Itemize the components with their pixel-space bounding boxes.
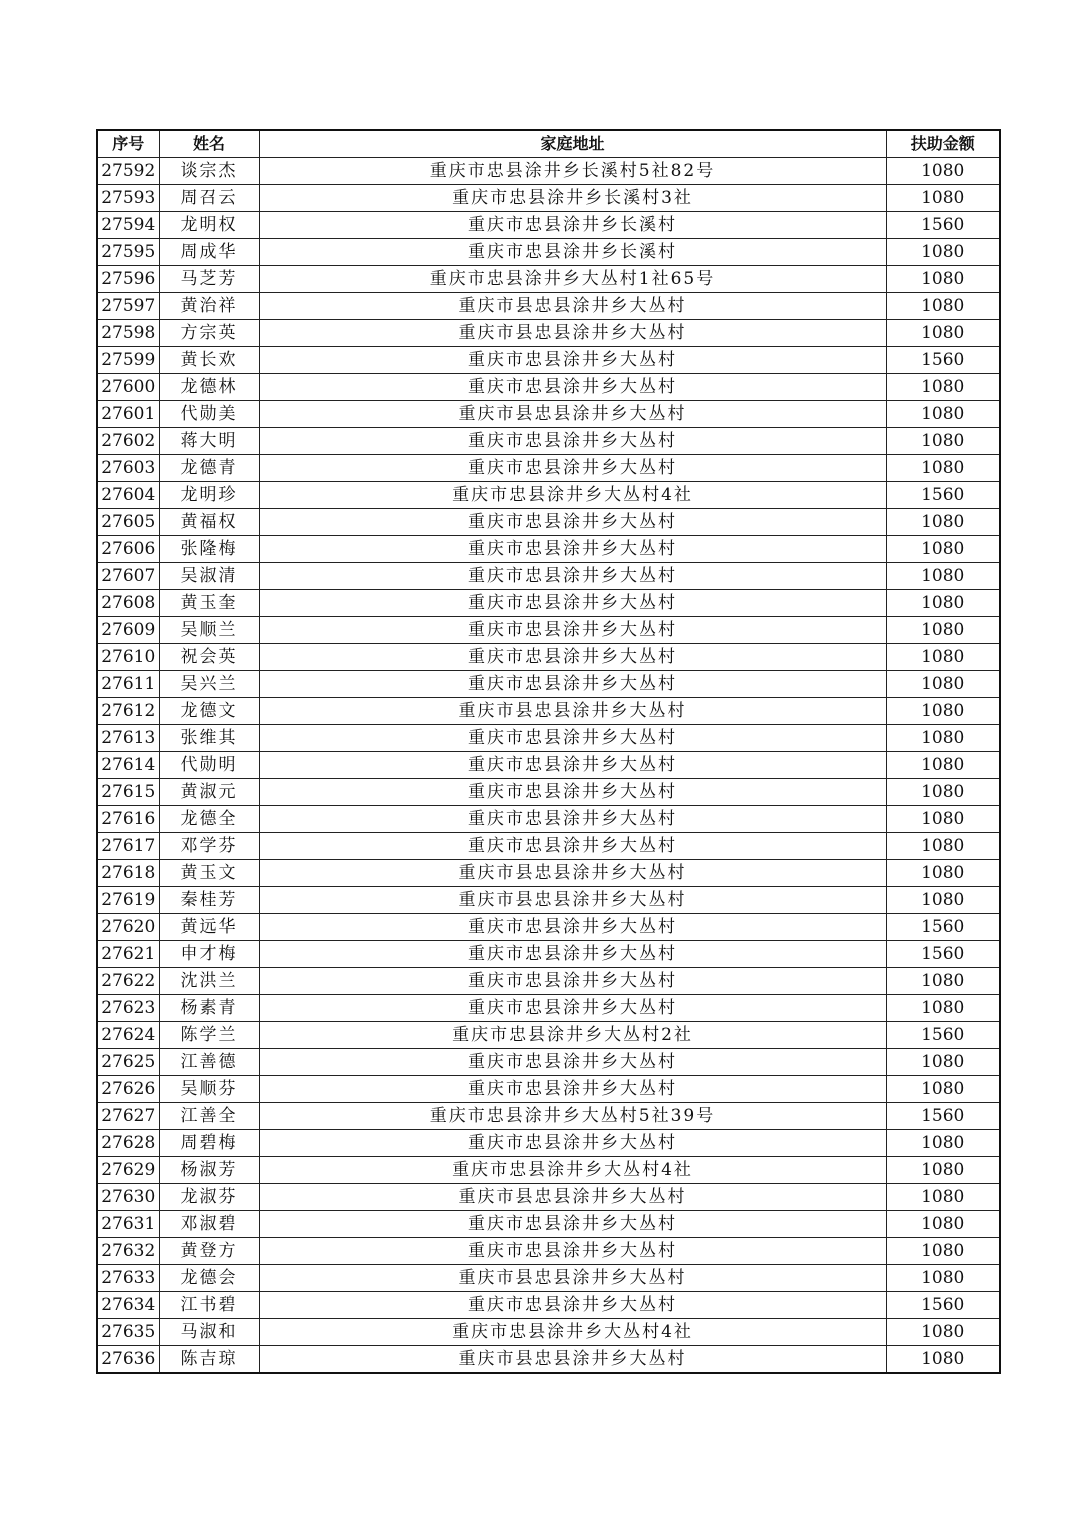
- cell-home-address: 重庆市忠县涂井乡大丛村: [259, 779, 886, 806]
- cell-subsidy-amount: 1080: [886, 644, 1000, 671]
- cell-name: 蒋大明: [159, 428, 259, 455]
- cell-name: 黄福权: [159, 509, 259, 536]
- table-row: [97, 563, 1000, 590]
- table-row: [97, 1319, 1000, 1346]
- cell-subsidy-amount: 1560: [886, 914, 1000, 941]
- cell-subsidy-amount: 1080: [886, 725, 1000, 752]
- cell-subsidy-amount: 1560: [886, 1292, 1000, 1319]
- cell-name: 黄玉奎: [159, 590, 259, 617]
- cell-serial-number: 27613: [97, 725, 159, 752]
- cell-home-address: 重庆市忠县涂井乡大丛村: [259, 1238, 886, 1265]
- cell-name: 黄远华: [159, 914, 259, 941]
- cell-name: 张维其: [159, 725, 259, 752]
- cell-home-address: 重庆市忠县涂井乡大丛村: [259, 914, 886, 941]
- table-row: [97, 941, 1000, 968]
- cell-home-address: 重庆市忠县涂井乡大丛村: [259, 806, 886, 833]
- cell-name: 代勋明: [159, 752, 259, 779]
- table-row: [97, 266, 1000, 293]
- cell-subsidy-amount: 1080: [886, 266, 1000, 293]
- cell-subsidy-amount: 1080: [886, 158, 1000, 185]
- cell-subsidy-amount: 1080: [886, 563, 1000, 590]
- cell-name: 龙德会: [159, 1265, 259, 1292]
- cell-serial-number: 27593: [97, 185, 159, 212]
- table-row: [97, 212, 1000, 239]
- cell-serial-number: 27617: [97, 833, 159, 860]
- cell-serial-number: 27620: [97, 914, 159, 941]
- cell-serial-number: 27602: [97, 428, 159, 455]
- cell-home-address: 重庆市忠县涂井乡大丛村: [259, 428, 886, 455]
- cell-subsidy-amount: 1080: [886, 779, 1000, 806]
- cell-subsidy-amount: 1080: [886, 374, 1000, 401]
- cell-name: 吴顺兰: [159, 617, 259, 644]
- cell-name: 龙明权: [159, 212, 259, 239]
- table-row: [97, 239, 1000, 266]
- cell-home-address: 重庆市县忠县涂井乡大丛村: [259, 1346, 886, 1374]
- cell-serial-number: 27607: [97, 563, 159, 590]
- table-row: [97, 887, 1000, 914]
- cell-serial-number: 27592: [97, 158, 159, 185]
- cell-serial-number: 27631: [97, 1211, 159, 1238]
- cell-home-address: 重庆市忠县涂井乡大丛村: [259, 752, 886, 779]
- cell-name: 龙淑芬: [159, 1184, 259, 1211]
- table-row: [97, 428, 1000, 455]
- cell-subsidy-amount: 1560: [886, 1103, 1000, 1130]
- cell-subsidy-amount: 1080: [886, 536, 1000, 563]
- cell-home-address: 重庆市忠县涂井乡大丛村: [259, 995, 886, 1022]
- table-row: [97, 401, 1000, 428]
- table-row: [97, 617, 1000, 644]
- cell-subsidy-amount: 1080: [886, 887, 1000, 914]
- cell-name: 龙德林: [159, 374, 259, 401]
- cell-name: 方宗英: [159, 320, 259, 347]
- cell-subsidy-amount: 1080: [886, 428, 1000, 455]
- cell-name: 江善德: [159, 1049, 259, 1076]
- table-row: [97, 1022, 1000, 1049]
- cell-subsidy-amount: 1560: [886, 482, 1000, 509]
- table-row: [97, 725, 1000, 752]
- cell-serial-number: 27636: [97, 1346, 159, 1374]
- cell-name: 黄登方: [159, 1238, 259, 1265]
- table-row: [97, 455, 1000, 482]
- table-row: [97, 698, 1000, 725]
- cell-serial-number: 27594: [97, 212, 159, 239]
- cell-home-address: 重庆市忠县涂井乡长溪村: [259, 239, 886, 266]
- table-header: [97, 130, 1000, 158]
- cell-name: 沈洪兰: [159, 968, 259, 995]
- cell-name: 谈宗杰: [159, 158, 259, 185]
- cell-subsidy-amount: 1080: [886, 401, 1000, 428]
- cell-home-address: 重庆市县忠县涂井乡大丛村: [259, 887, 886, 914]
- cell-home-address: 重庆市县忠县涂井乡大丛村: [259, 1265, 886, 1292]
- table-row: [97, 293, 1000, 320]
- cell-subsidy-amount: 1080: [886, 293, 1000, 320]
- cell-name: 江书碧: [159, 1292, 259, 1319]
- cell-serial-number: 27616: [97, 806, 159, 833]
- cell-home-address: 重庆市忠县涂井乡大丛村: [259, 833, 886, 860]
- cell-name: 申才梅: [159, 941, 259, 968]
- cell-serial-number: 27622: [97, 968, 159, 995]
- table-row: [97, 482, 1000, 509]
- cell-home-address: 重庆市忠县涂井乡大丛村: [259, 644, 886, 671]
- cell-serial-number: 27619: [97, 887, 159, 914]
- cell-home-address: 重庆市忠县涂井乡大丛村: [259, 1049, 886, 1076]
- table-row: [97, 320, 1000, 347]
- cell-name: 龙明珍: [159, 482, 259, 509]
- cell-subsidy-amount: 1080: [886, 833, 1000, 860]
- cell-home-address: 重庆市忠县涂井乡大丛村: [259, 725, 886, 752]
- cell-subsidy-amount: 1080: [886, 1211, 1000, 1238]
- header-home-address: 家庭地址: [259, 130, 886, 158]
- cell-serial-number: 27609: [97, 617, 159, 644]
- cell-serial-number: 27626: [97, 1076, 159, 1103]
- table-body: [97, 158, 1000, 1374]
- cell-subsidy-amount: 1080: [886, 320, 1000, 347]
- cell-serial-number: 27600: [97, 374, 159, 401]
- table-row: [97, 509, 1000, 536]
- cell-subsidy-amount: 1080: [886, 806, 1000, 833]
- cell-subsidy-amount: 1080: [886, 860, 1000, 887]
- cell-name: 陈学兰: [159, 1022, 259, 1049]
- cell-name: 黄淑元: [159, 779, 259, 806]
- cell-serial-number: 27628: [97, 1130, 159, 1157]
- cell-home-address: 重庆市县忠县涂井乡大丛村: [259, 1184, 886, 1211]
- cell-home-address: 重庆市忠县涂井乡大丛村: [259, 617, 886, 644]
- table-row: [97, 1130, 1000, 1157]
- cell-name: 邓淑碧: [159, 1211, 259, 1238]
- cell-name: 龙德青: [159, 455, 259, 482]
- cell-name: 陈吉琼: [159, 1346, 259, 1374]
- cell-name: 黄玉文: [159, 860, 259, 887]
- table-row: [97, 536, 1000, 563]
- cell-name: 周碧梅: [159, 1130, 259, 1157]
- cell-home-address: 重庆市忠县涂井乡长溪村5社82号: [259, 158, 886, 185]
- cell-home-address: 重庆市忠县涂井乡大丛村: [259, 1211, 886, 1238]
- table-row: [97, 914, 1000, 941]
- cell-home-address: 重庆市忠县涂井乡大丛村5社39号: [259, 1103, 886, 1130]
- table-row: [97, 752, 1000, 779]
- cell-subsidy-amount: 1080: [886, 1319, 1000, 1346]
- table-row: [97, 1076, 1000, 1103]
- cell-serial-number: 27634: [97, 1292, 159, 1319]
- cell-name: 马淑和: [159, 1319, 259, 1346]
- cell-serial-number: 27623: [97, 995, 159, 1022]
- cell-subsidy-amount: 1080: [886, 239, 1000, 266]
- cell-serial-number: 27603: [97, 455, 159, 482]
- cell-name: 龙德文: [159, 698, 259, 725]
- cell-name: 黄长欢: [159, 347, 259, 374]
- cell-subsidy-amount: 1080: [886, 995, 1000, 1022]
- cell-name: 杨淑芳: [159, 1157, 259, 1184]
- cell-serial-number: 27627: [97, 1103, 159, 1130]
- cell-home-address: 重庆市县忠县涂井乡大丛村: [259, 860, 886, 887]
- cell-subsidy-amount: 1080: [886, 1238, 1000, 1265]
- table-row: [97, 671, 1000, 698]
- cell-subsidy-amount: 1080: [886, 590, 1000, 617]
- cell-home-address: 重庆市忠县涂井乡大丛村: [259, 455, 886, 482]
- header-row: [97, 130, 1000, 158]
- cell-name: 龙德全: [159, 806, 259, 833]
- cell-serial-number: 27624: [97, 1022, 159, 1049]
- cell-home-address: 重庆市忠县涂井乡大丛村: [259, 1076, 886, 1103]
- table-row: [97, 374, 1000, 401]
- table-row: [97, 158, 1000, 185]
- table-row: [97, 590, 1000, 617]
- cell-home-address: 重庆市忠县涂井乡长溪村: [259, 212, 886, 239]
- table-row: [97, 968, 1000, 995]
- cell-subsidy-amount: 1080: [886, 1346, 1000, 1374]
- cell-home-address: 重庆市忠县涂井乡长溪村3社: [259, 185, 886, 212]
- cell-home-address: 重庆市忠县涂井乡大丛村: [259, 968, 886, 995]
- cell-home-address: 重庆市忠县涂井乡大丛村: [259, 536, 886, 563]
- table-row: [97, 185, 1000, 212]
- cell-name: 秦桂芳: [159, 887, 259, 914]
- table-row: [97, 1157, 1000, 1184]
- cell-name: 祝会英: [159, 644, 259, 671]
- cell-serial-number: 27618: [97, 860, 159, 887]
- cell-home-address: 重庆市县忠县涂井乡大丛村: [259, 401, 886, 428]
- cell-serial-number: 27610: [97, 644, 159, 671]
- cell-subsidy-amount: 1080: [886, 1049, 1000, 1076]
- cell-serial-number: 27632: [97, 1238, 159, 1265]
- cell-serial-number: 27629: [97, 1157, 159, 1184]
- table-row: [97, 833, 1000, 860]
- cell-serial-number: 27635: [97, 1319, 159, 1346]
- cell-subsidy-amount: 1560: [886, 941, 1000, 968]
- cell-home-address: 重庆市忠县涂井乡大丛村4社: [259, 1319, 886, 1346]
- cell-serial-number: 27614: [97, 752, 159, 779]
- cell-serial-number: 27625: [97, 1049, 159, 1076]
- cell-name: 吴顺芬: [159, 1076, 259, 1103]
- header-name: 姓名: [159, 130, 259, 158]
- cell-serial-number: 27596: [97, 266, 159, 293]
- cell-home-address: 重庆市忠县涂井乡大丛村: [259, 941, 886, 968]
- cell-serial-number: 27605: [97, 509, 159, 536]
- cell-serial-number: 27621: [97, 941, 159, 968]
- table-row: [97, 1265, 1000, 1292]
- table-row: [97, 860, 1000, 887]
- cell-serial-number: 27598: [97, 320, 159, 347]
- cell-name: 张隆梅: [159, 536, 259, 563]
- cell-subsidy-amount: 1080: [886, 617, 1000, 644]
- cell-home-address: 重庆市县忠县涂井乡大丛村: [259, 320, 886, 347]
- cell-subsidy-amount: 1080: [886, 1076, 1000, 1103]
- cell-subsidy-amount: 1080: [886, 1157, 1000, 1184]
- cell-home-address: 重庆市忠县涂井乡大丛村2社: [259, 1022, 886, 1049]
- cell-subsidy-amount: 1080: [886, 185, 1000, 212]
- cell-serial-number: 27611: [97, 671, 159, 698]
- cell-home-address: 重庆市县忠县涂井乡大丛村: [259, 698, 886, 725]
- cell-serial-number: 27615: [97, 779, 159, 806]
- cell-subsidy-amount: 1080: [886, 509, 1000, 536]
- cell-home-address: 重庆市忠县涂井乡大丛村: [259, 1292, 886, 1319]
- cell-serial-number: 27597: [97, 293, 159, 320]
- header-subsidy-amount: 扶助金额: [886, 130, 1000, 158]
- cell-subsidy-amount: 1080: [886, 455, 1000, 482]
- cell-name: 周成华: [159, 239, 259, 266]
- cell-subsidy-amount: 1080: [886, 698, 1000, 725]
- table-row: [97, 779, 1000, 806]
- table-row: [97, 1103, 1000, 1130]
- cell-home-address: 重庆市忠县涂井乡大丛村4社: [259, 1157, 886, 1184]
- cell-name: 黄治祥: [159, 293, 259, 320]
- cell-name: 马芝芳: [159, 266, 259, 293]
- subsidy-table: [96, 129, 1001, 1374]
- cell-name: 江善全: [159, 1103, 259, 1130]
- cell-home-address: 重庆市忠县涂井乡大丛村: [259, 1130, 886, 1157]
- cell-serial-number: 27595: [97, 239, 159, 266]
- table-row: [97, 1238, 1000, 1265]
- table-row: [97, 1184, 1000, 1211]
- cell-subsidy-amount: 1080: [886, 1130, 1000, 1157]
- cell-name: 邓学芬: [159, 833, 259, 860]
- cell-home-address: 重庆市忠县涂井乡大丛村: [259, 590, 886, 617]
- header-serial-number: 序号: [97, 130, 159, 158]
- cell-subsidy-amount: 1560: [886, 1022, 1000, 1049]
- cell-name: 周召云: [159, 185, 259, 212]
- cell-home-address: 重庆市忠县涂井乡大丛村: [259, 563, 886, 590]
- cell-serial-number: 27633: [97, 1265, 159, 1292]
- cell-subsidy-amount: 1080: [886, 752, 1000, 779]
- cell-subsidy-amount: 1080: [886, 1265, 1000, 1292]
- cell-subsidy-amount: 1560: [886, 347, 1000, 374]
- table-row: [97, 995, 1000, 1022]
- cell-home-address: 重庆市忠县涂井乡大丛村4社: [259, 482, 886, 509]
- cell-subsidy-amount: 1080: [886, 1184, 1000, 1211]
- table-row: [97, 644, 1000, 671]
- cell-home-address: 重庆市县忠县涂井乡大丛村: [259, 293, 886, 320]
- cell-home-address: 重庆市忠县涂井乡大丛村1社65号: [259, 266, 886, 293]
- table-row: [97, 806, 1000, 833]
- table-row: [97, 1292, 1000, 1319]
- cell-name: 代勋美: [159, 401, 259, 428]
- cell-home-address: 重庆市忠县涂井乡大丛村: [259, 509, 886, 536]
- cell-serial-number: 27612: [97, 698, 159, 725]
- cell-home-address: 重庆市忠县涂井乡大丛村: [259, 374, 886, 401]
- cell-home-address: 重庆市忠县涂井乡大丛村: [259, 347, 886, 374]
- cell-serial-number: 27630: [97, 1184, 159, 1211]
- table-row: [97, 1211, 1000, 1238]
- cell-name: 吴兴兰: [159, 671, 259, 698]
- cell-subsidy-amount: 1080: [886, 968, 1000, 995]
- cell-name: 杨素青: [159, 995, 259, 1022]
- cell-subsidy-amount: 1080: [886, 671, 1000, 698]
- table-row: [97, 347, 1000, 374]
- cell-home-address: 重庆市忠县涂井乡大丛村: [259, 671, 886, 698]
- cell-serial-number: 27608: [97, 590, 159, 617]
- cell-serial-number: 27599: [97, 347, 159, 374]
- table-row: [97, 1049, 1000, 1076]
- cell-serial-number: 27604: [97, 482, 159, 509]
- cell-serial-number: 27601: [97, 401, 159, 428]
- cell-serial-number: 27606: [97, 536, 159, 563]
- cell-subsidy-amount: 1560: [886, 212, 1000, 239]
- cell-name: 吴淑清: [159, 563, 259, 590]
- table-row: [97, 1346, 1000, 1374]
